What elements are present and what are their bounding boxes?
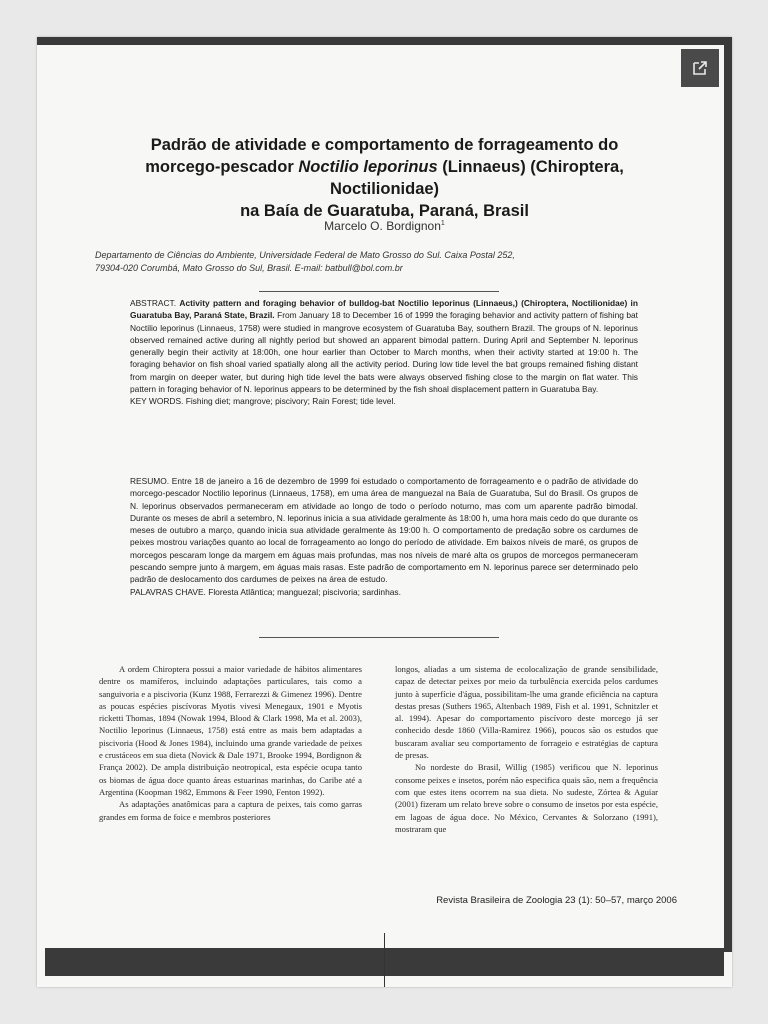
- document-page: [37, 37, 732, 987]
- open-external-button[interactable]: [681, 49, 719, 87]
- palavras-chave-text: Floresta Atlântica; manguezal; piscivoria; sardinhas.: [208, 586, 401, 597]
- resumo-label: RESUMO.: [130, 476, 170, 486]
- title-species: Noctilio leporinus: [298, 158, 438, 176]
- resumo-block: [130, 475, 638, 598]
- affiliation-line-2: 79304-020 Corumbá, Mato Grosso do Sul, Brasil. E-mail: batbull@bol.com.br: [95, 263, 403, 273]
- resumo-text: Entre 18 de janeiro a 16 de dezembro de 1999 foi estudado o comportamento de forrageamento e o padrão de atividade do morcego-pescador Noctilio leporinus (Linnaeus, 1758), em uma área de manguezal na Baía de Guaratuba, Sul do Brasil. Os grupos de N. leporinus observados permaneceram em atividade ao longo de todo o período noturno, mas com um aparente padrão bimodal. Durante os meses de abril a setembro, N. leporinus inicia a sua atividade geralmente às 18:00 h, uma hora mais cedo do que durante os meses de outubro a março, quando inicia sua atividade geralmente às 19:00 h. O comportamento de predação sobre os cardumes de peixes mostrou variações quanto ao local de forrageamento ao longo do período de atividade. Em baixos níveis de maré, os grupos de morcegos pescaram longe da margem em águas mais profundas, mas nos níveis de maré alta os grupos de morcegos permaneceram pescando sempre junto à margem, em águas mais rasas. Este padrão de comportamento em N. leporinus parece ser determinado pelo padrão de deslocamento dos cardumes de peixes na área de estudo.: [130, 476, 639, 585]
- abstract-block: [130, 297, 638, 408]
- body-paragraph: longos, aliadas a um sistema de ecolocalização de grande sensibilidade, capaz de detectar peixes por meio da turbulência exercida pelos cardumes junto à superfície d'água, possibilitam-lhe uma grande eficiência na captura destas presas (Suthers 1965, Altenbach 1989, Fish et al. 1991, Schnitzler et al. 1994). Apesar do comportamento piscívoro deste morcego já ser conhecido desde 1860 (Villa-Ramirez 1966), poucos são os estudos que buscaram avaliar seu comportamento de forrageio e estratégias de captura de presas.: [395, 664, 658, 761]
- author-text: Marcelo O. Bordignon: [324, 219, 441, 233]
- title-line-1: Padrão de atividade e comportamento de forrageamento do: [150, 136, 619, 154]
- affiliation-line-1: Departamento de Ciências do Ambiente, Universidade Federal de Mato Grosso do Sul. Caixa Postal 252,: [95, 250, 515, 260]
- title-line-3: na Baía de Guaratuba, Paraná, Brasil: [240, 202, 529, 220]
- article-title: [97, 134, 672, 222]
- divider-top: [259, 291, 499, 292]
- author-name: [37, 219, 732, 233]
- title-line-2: [97, 156, 672, 200]
- title-line-2-pre: morcego-pescador: [145, 158, 299, 176]
- viewer-top-bar: [37, 37, 732, 45]
- abstract-lead-title: Activity pattern and foraging behavior of bulldog-bat Noctilio leporinus (Linnaeus,) (Chiroptera, Noctilionidae) in Guaratuba Bay, Paraná State, Brazil.: [130, 298, 638, 321]
- body-paragraph: As adaptações anatômicas para a captura de peixes, tais como garras grandes em forma de foice e membros posteriores: [99, 799, 362, 822]
- keywords-text: Fishing diet; mangrove; piscivory; Rain Forest; tide level.: [185, 396, 396, 407]
- keywords-label: KEY WORDS.: [130, 396, 184, 407]
- journal-citation: Revista Brasileira de Zoologia 23 (1): 50–57, março 2006: [436, 895, 677, 906]
- abstract-text: From January 18 to December 16 of 1999 the foraging behavior and activity pattern of fishing bat Noctilio leporinus (Linnaeus, 1758) were studied in mangrove ecosystem of Guaratuba Bay, southern Brazil. The groups of N. leporinus observed remained active during all nightly period but showed an apparent bimodal pattern. During April and September N. leporinus generally begin their activity at 18:00h, one hour earlier than October to March months, when their activity started at 19:00 h. The foraging behavior on fish shoal varied spatially along all the activity period. During low tide level the bat groups remained fishing distant from margin on deeper water, but during high tide level the bats were always observed fishing close to the margin on flat water. This pattern in foraging behavior of N. leporinus appears to be determined by the fish shoal displacement pattern in Guaratuba Bay.: [130, 310, 638, 395]
- author-footnote-mark: 1: [440, 220, 445, 227]
- affiliation: [95, 249, 675, 275]
- external-link-icon: [691, 59, 709, 77]
- divider-bottom: [259, 637, 499, 638]
- body-paragraph: A ordem Chiroptera possui a maior variedade de hábitos alimentares dentre os mamíferos, incluindo adaptações particulares, tais como a sanguivoria e a piscivoria (Kunz 1988, Ferrarezzi & Gimenez 1996). Dentre as poucas espécies piscívoras Myotis vivesi Menegaux, 1901 e Myotis ricketti Thomas, 1894 (Nowak 1994, Blood & Clark 1998, Ma et al. 2003), Noctilio leporinus (Linnaeus, 1758) está entre as mais bem adaptadas a piscivoria (Hood & Jones 1984), incluindo uma grande variedade de peixes e crustáceos em sua dieta (Novick & Dale 1971, Brooke 1994, Bordignon & França 2002). De ampla distribuição neotropical, esta espécie ocupa tanto os biomas de água doce quanto áreas estuarinas marinhas, do Caribe até a Argentina (Koopman 1982, Emmons & Feer 1990, Fenton 1992).: [99, 664, 362, 797]
- body-column-left: [99, 663, 362, 823]
- body-paragraph: No nordeste do Brasil, Willig (1985) verificou que N. leporinus consome peixes e insetos, porém não especifica quais são, nem a frequência com que estes itens ocorrem na sua dieta. No sudeste, Zórtea & Aguiar (2001) fizeram um relato breve sobre o consumo de insetos por esta espécie, em lagoas de água doce. No México, Cervantes & Solorzano (1991), mostraram que: [395, 762, 658, 834]
- page-gutter-line: [384, 933, 385, 987]
- body-column-right: [395, 663, 658, 835]
- viewer-scrollbar[interactable]: [724, 37, 732, 952]
- palavras-chave-label: PALAVRAS CHAVE.: [130, 586, 206, 597]
- title-line-2-post: (Linnaeus) (Chiroptera, Noctilionidae): [329, 158, 624, 198]
- abstract-label: ABSTRACT.: [130, 298, 177, 308]
